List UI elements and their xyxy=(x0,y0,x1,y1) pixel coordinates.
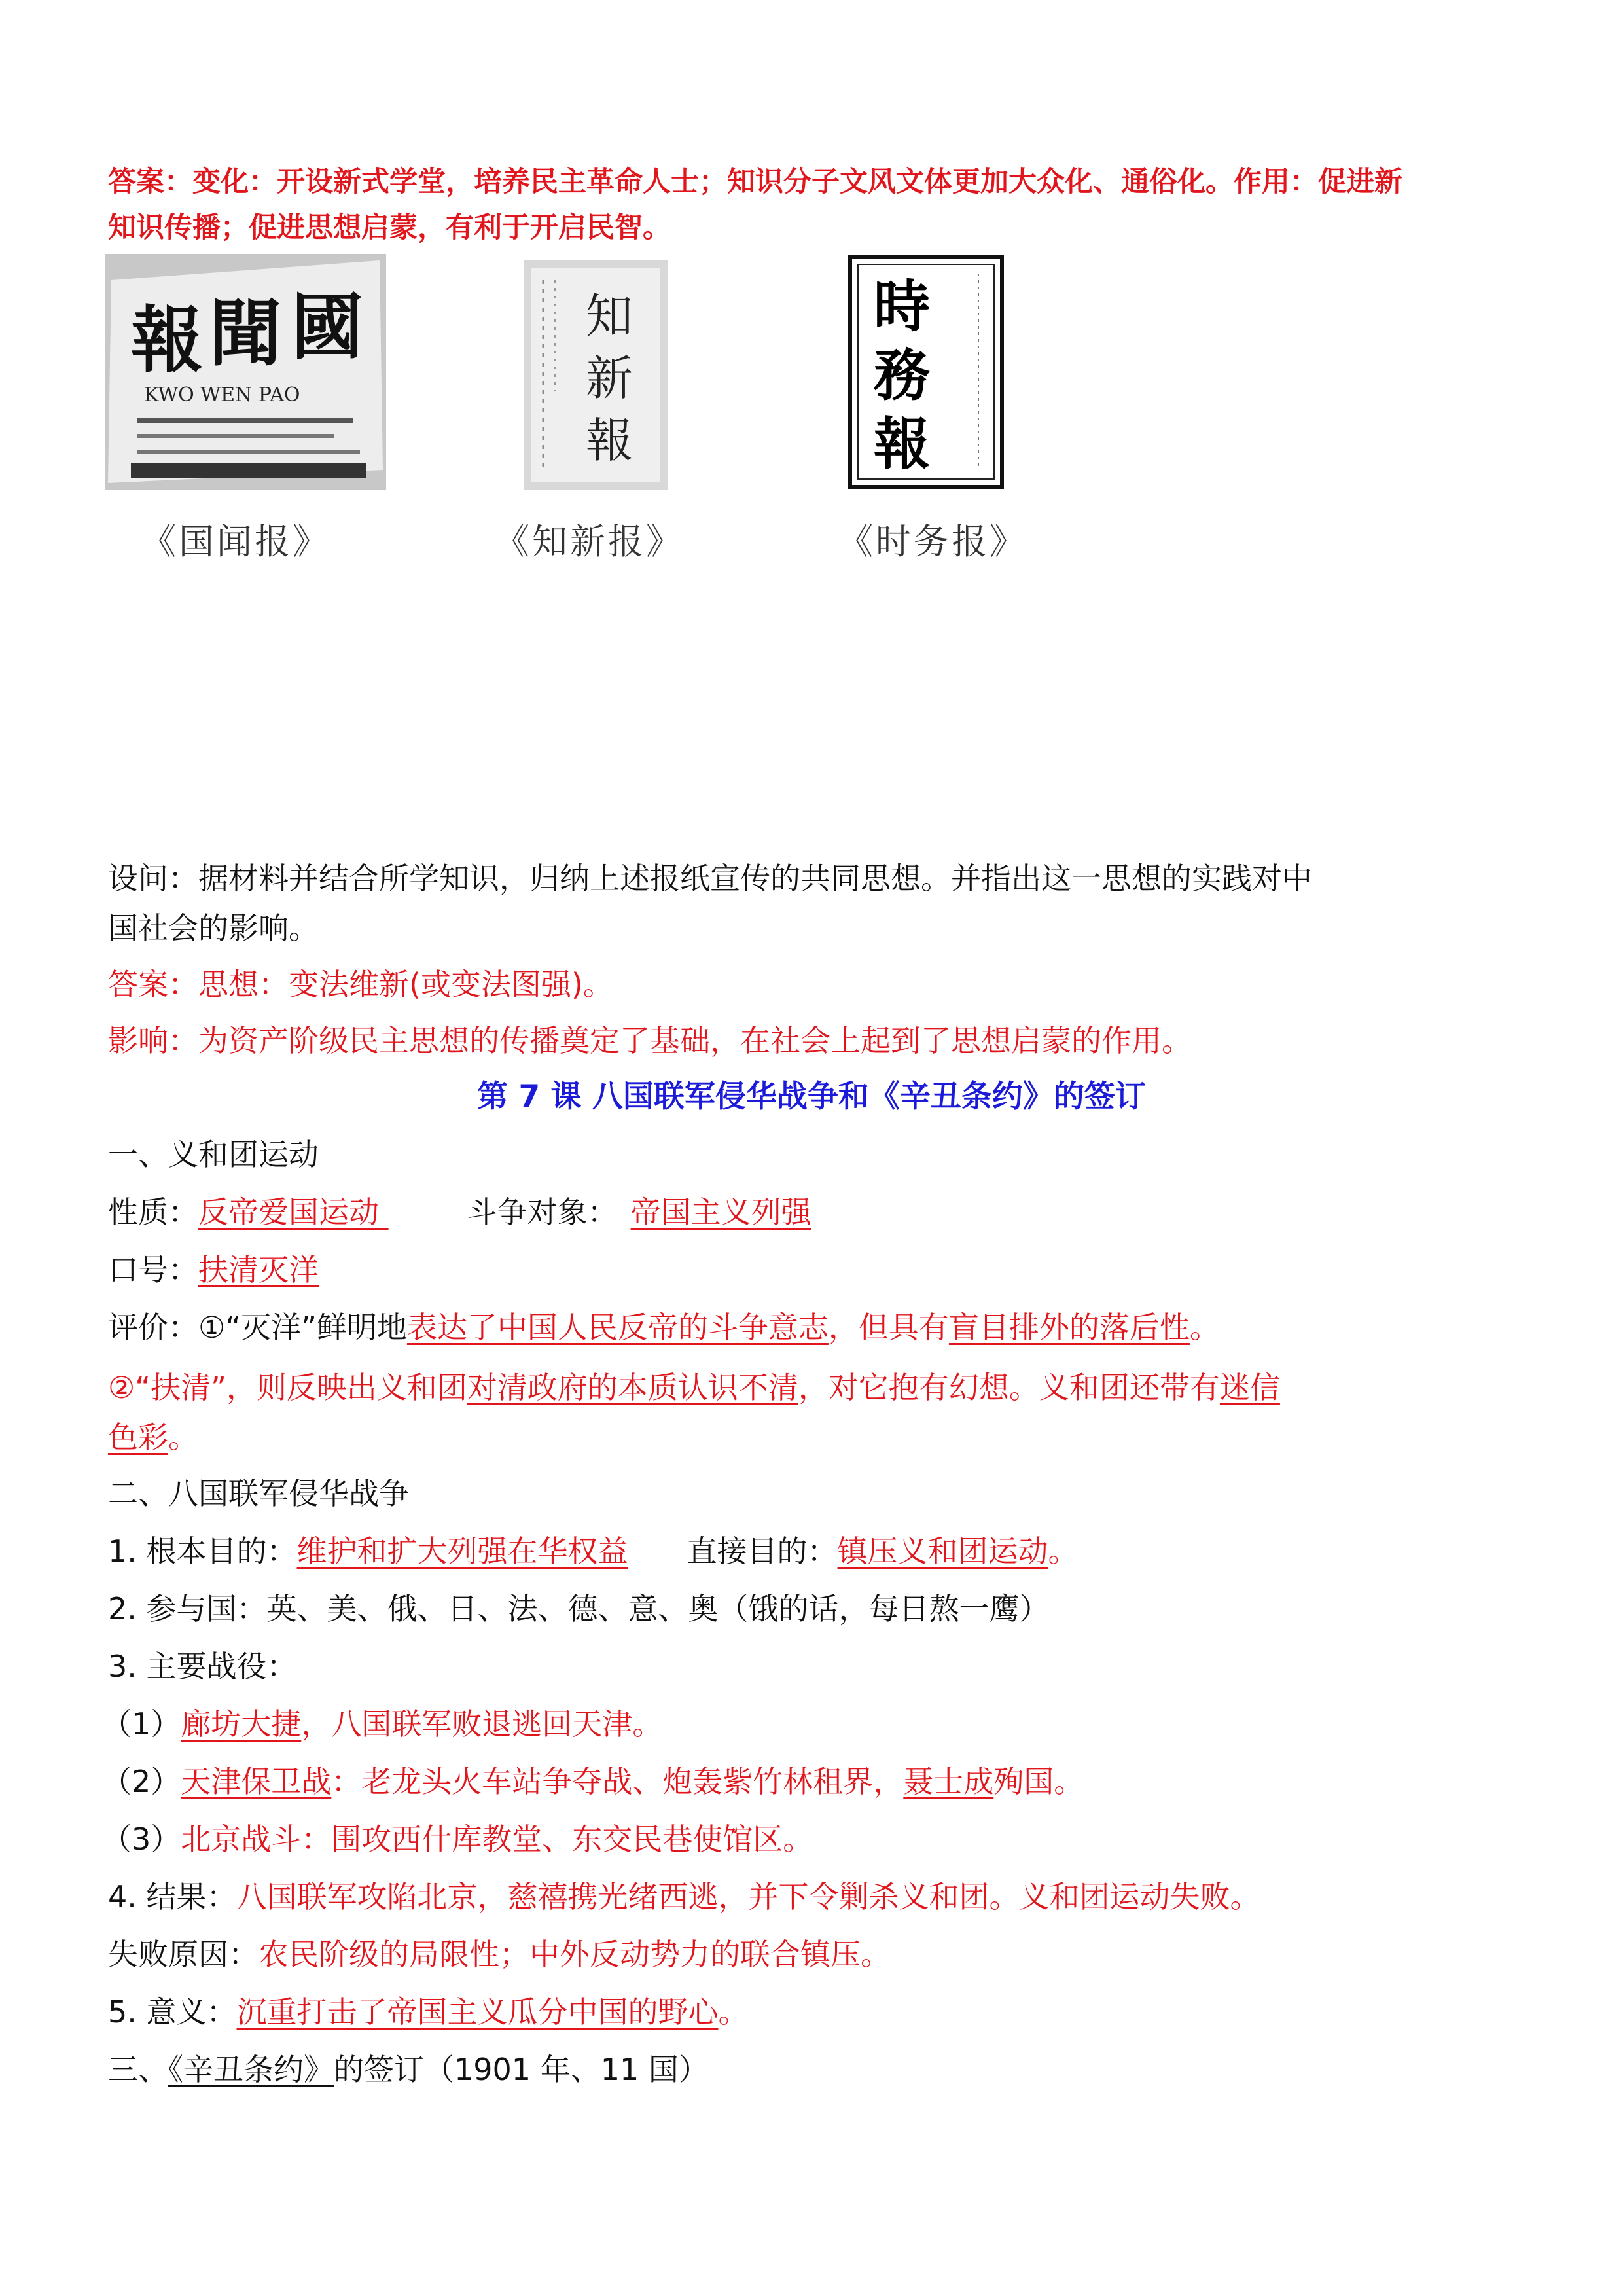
battles-label: 3. 主要战役： xyxy=(108,1649,297,1684)
eval-highlight-d: 盲目排外的落后性 xyxy=(948,1310,1190,1345)
answer-line-1: 答案：变化：开设新式学堂，培养民主革命人士；知识分子文风文体更加大众化、通俗化。作用：促进新 xyxy=(108,166,1402,198)
eval-text-a: 评价：①“灭洋”鲜明地 xyxy=(108,1310,407,1345)
eval-text-c: ，但具有 xyxy=(828,1310,949,1345)
result-line xyxy=(108,1877,1515,1916)
battle-1-detail: ，八国联军败退逃回天津。 xyxy=(301,1706,663,1742)
eval2-text-c: ，对它抱有幻想。义和团还带有 xyxy=(798,1370,1220,1405)
countries-line: 2. 参与国：英、美、俄、日、法、德、意、奥（饿的话，每日熬一鹰） xyxy=(108,1591,1050,1626)
direct-end: 。 xyxy=(1048,1534,1079,1569)
direct-label: 直接目的： xyxy=(687,1534,838,1569)
goal-value: 维护和扩大列强在华权益 xyxy=(296,1534,628,1569)
zhixinbao-masthead xyxy=(524,260,668,490)
eval2-text-a: ②“扶清”，则反映出义和团 xyxy=(108,1370,467,1405)
battle-3-num: （3） xyxy=(101,1821,181,1857)
question-influence: 影响：为资产阶级民主思想的传播奠定了基础，在社会上起到了思想启蒙的作用。 xyxy=(108,1023,1192,1058)
masthead-char-3: 國 xyxy=(291,285,363,369)
battle-3 xyxy=(101,1820,1515,1859)
masthead-char-2: 務 xyxy=(874,342,930,408)
guowenbao-caption: 《国闻报》 xyxy=(141,521,330,562)
evaluation-line-2 xyxy=(108,1363,1515,1462)
guowenbao-image xyxy=(105,254,386,490)
evaluation-line-1 xyxy=(108,1308,1515,1347)
masthead-char-1: 時 xyxy=(874,274,930,340)
fail-line xyxy=(108,1935,1515,1974)
masthead-romanized: KWO WEN PAO xyxy=(144,384,300,406)
question-answer: 答案：思想：变法维新(或变法图强)。 xyxy=(108,967,613,1002)
masthead-char-2: 新 xyxy=(586,351,633,406)
eval-highlight-b: 表达了中国人民反帝的斗争意志 xyxy=(406,1310,829,1345)
section3-heading xyxy=(108,2050,1515,2089)
battle-2-detail: ：老龙头火车站争夺战、炮轰紫竹林租界， xyxy=(331,1764,904,1799)
shiwubao-caption: 《时务报》 xyxy=(838,521,1027,562)
battle-1 xyxy=(101,1704,1515,1744)
battle-2-hero: 聂士成 xyxy=(903,1764,994,1799)
meaning-label: 5. 意义： xyxy=(108,1994,237,2030)
meaning-end: 。 xyxy=(718,1994,749,2030)
battle-2-end: 殉国。 xyxy=(993,1764,1084,1799)
eval2-highlight-b: 对清政府的本质认识不清 xyxy=(467,1370,798,1405)
battle-2-name: 天津保卫战 xyxy=(181,1764,332,1799)
goal-line xyxy=(108,1532,1515,1571)
nature-line xyxy=(108,1193,1515,1232)
fail-label: 失败原因： xyxy=(108,1937,259,1972)
target-value: 帝国主义列强 xyxy=(630,1194,812,1230)
battle-2-num: （2） xyxy=(101,1764,181,1799)
masthead-char-1: 知 xyxy=(586,289,633,344)
question-line-1: 设问：据材料并结合所学知识，归纳上述报纸宣传的共同思想。并指出这一思想的实践对中 xyxy=(108,861,1312,896)
eval2-text-f: 。 xyxy=(168,1420,198,1455)
masthead-char-1: 報 xyxy=(131,298,203,382)
result-label: 4. 结果： xyxy=(108,1879,237,1914)
eval2-highlight-d: 迷信 xyxy=(1219,1370,1280,1405)
section3-rest: 的签订（1901 年、11 国） xyxy=(334,2052,709,2087)
goal-label: 1. 根本目的： xyxy=(108,1534,297,1569)
masthead-char-3: 報 xyxy=(874,411,930,477)
meaning-line xyxy=(108,1992,1515,2032)
nature-label: 性质： xyxy=(108,1194,198,1230)
nature-value: 反帝爱国运动 xyxy=(198,1194,389,1230)
slogan-line xyxy=(108,1250,1515,1289)
eval2-highlight-e: 色彩 xyxy=(108,1420,168,1455)
section3-num: 三、 xyxy=(108,2052,168,2087)
target-label: 斗争对象： xyxy=(467,1194,618,1230)
eval-text-e: 。 xyxy=(1189,1310,1220,1345)
result-value: 八国联军攻陷北京，慈禧携光绪西逃，并下令剿杀义和团。义和团运动失败。 xyxy=(236,1879,1260,1914)
battle-3-detail: 北京战斗：围攻西什库教堂、东交民巷使馆区。 xyxy=(181,1821,813,1857)
zhixinbao-caption: 《知新报》 xyxy=(494,521,684,562)
section1-heading: 一、义和团运动 xyxy=(108,1137,319,1172)
section2-heading: 二、八国联军侵华战争 xyxy=(108,1476,409,1511)
masthead-char-2: 聞 xyxy=(209,291,281,376)
guowenbao-masthead xyxy=(105,254,386,490)
shiwubao-image xyxy=(847,254,1005,490)
section3-treaty: 《辛丑条约》 xyxy=(168,2052,334,2087)
zhixinbao-image xyxy=(524,260,668,490)
meaning-value: 沉重打击了帝国主义瓜分中国的野心 xyxy=(236,1994,719,2030)
battle-1-num: （1） xyxy=(101,1706,181,1742)
fail-value: 农民阶级的局限性；中外反动势力的联合镇压。 xyxy=(259,1937,891,1972)
battle-2 xyxy=(101,1762,1515,1801)
shiwubao-masthead xyxy=(847,254,1005,490)
direct-value: 镇压义和团运动 xyxy=(837,1534,1048,1569)
slogan-value: 扶清灭洋 xyxy=(198,1252,319,1287)
masthead-char-3: 報 xyxy=(586,413,633,468)
slogan-label: 口号： xyxy=(108,1252,198,1287)
answer-line-2: 知识传播；促进思想启蒙，有利于开启民智。 xyxy=(108,211,671,244)
lesson-title: 第 7 课 八国联军侵华战争和《辛丑条约》的签订 xyxy=(477,1079,1146,1115)
battle-1-name: 廊坊大捷 xyxy=(181,1706,302,1742)
question-line-2: 国社会的影响。 xyxy=(108,910,319,946)
